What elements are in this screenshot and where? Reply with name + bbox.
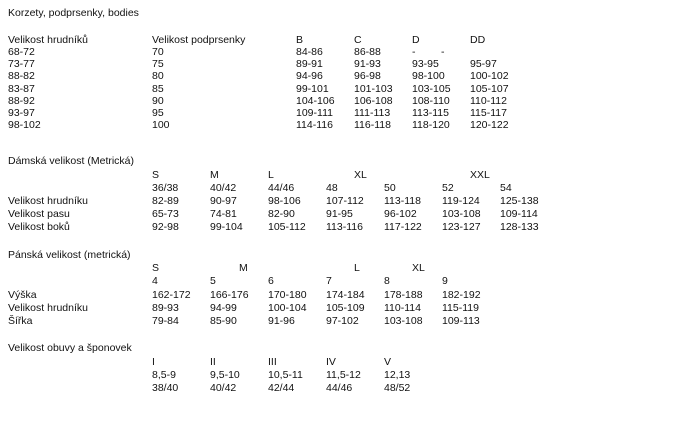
cup-b-header: B [296,34,304,46]
bra-table-cell: 116-118 [354,119,391,132]
bra-table-cell: 70 [152,46,164,58]
men-numeric-size: 9 [442,275,448,287]
men-table-cell: 166-176 [210,289,249,301]
bra-empty-cell-marker: - [441,46,445,58]
women-numeric-size: 40/42 [210,182,237,194]
men-numeric-size: 7 [326,275,332,287]
men-numeric-size: 6 [268,275,274,287]
cup-d-header: D [412,34,420,46]
men-table-cell: 182-192 [442,289,481,301]
bra-table-cell: 110-112 [470,94,507,107]
bra-table-cell: 108-110 [412,94,450,107]
cup-c-header: C [354,34,362,46]
document-title: Korzety, podprsenky, bodies [8,7,139,19]
men-letter-size: XL [412,262,425,274]
women-table-cell: 92-98 [152,221,179,233]
bra-table-cell: 85 [152,82,164,95]
women-row-label: Velikost boků [8,221,70,233]
bra-table-cell: 109-111 [296,107,333,119]
bra-table-cell: 111-113 [354,107,391,119]
women-table-cell: 128-133 [500,221,539,233]
women-numeric-size: 50 [384,182,396,194]
bra-table-cell: 84-86 [296,46,323,58]
men-table-cell: 100-104 [268,302,307,314]
men-row-label: Velikost hrudníku [8,302,88,314]
women-table-cell: 105-112 [268,221,306,233]
bra-size-header: Velikost podprsenky [152,34,246,46]
bra-table-cell: 98-100 [412,70,445,83]
shoe-roman-size: III [268,356,277,368]
women-table-cell: 90-97 [210,195,237,207]
men-numeric-size: 4 [152,275,158,287]
shoes-section-title: Velikost obuvy a šponovek [8,342,132,354]
bra-table-cell: 99-101 [296,82,329,95]
men-table-cell: 89-93 [152,302,179,314]
bra-table-cell: 88-82 [8,70,35,83]
men-table-cell: 91-96 [268,315,295,327]
women-letter-size: S [152,169,160,181]
men-table-cell: 94-99 [210,302,237,314]
men-table-cell: 174-184 [326,289,365,301]
men-letter-size: M [239,262,248,274]
shoe-size-cell: 9,5-10 [210,369,240,381]
women-table-cell: 125-138 [500,195,539,207]
women-letter-size: L [268,169,274,181]
men-numeric-size: 8 [384,275,390,287]
women-letter-size: M [210,169,219,181]
bra-table-cell: 101-103 [354,82,393,95]
men-table-cell: 178-188 [384,289,423,301]
shoe-roman-size: V [384,356,392,368]
women-letter-size: XXL [470,169,490,181]
men-table-cell: 97-102 [326,315,359,327]
bra-table-cell: 80 [152,70,164,83]
bra-table-cell: 68-72 [8,46,35,58]
cup-dd-header: DD [470,34,486,46]
bra-table-cell: 115-117 [470,107,507,119]
men-table-cell: 85-90 [210,315,237,327]
women-numeric-size: 54 [500,182,512,194]
bra-table-cell: 86-88 [354,46,381,58]
bra-empty-cell-marker: - [412,46,416,58]
women-numeric-size: 52 [442,182,454,194]
bra-table-cell: 103-105 [412,82,451,95]
women-table-cell: 65-73 [152,208,179,220]
men-table-cell: 162-172 [152,289,191,301]
bra-table-cell: 95-97 [470,58,497,71]
men-table-cell: 103-108 [384,315,423,327]
men-row-label: Šířka [8,315,33,327]
women-table-cell: 113-116 [326,221,363,233]
men-table-cell: 170-180 [268,289,307,301]
men-table-cell: 115-119 [442,302,479,314]
women-table-cell: 82-90 [268,208,295,220]
men-table-cell: 105-109 [326,302,365,314]
shoe-size-cell: 44/46 [326,382,353,394]
women-table-cell: 103-108 [442,208,481,220]
shoe-size-cell: 8,5-9 [152,369,176,381]
women-section-title: Dámská velikost (Metrická) [8,155,135,167]
bra-table-cell: 114-116 [296,119,333,132]
women-table-cell: 99-104 [210,221,243,233]
bra-table-cell: 90 [152,94,164,107]
bra-table-cell: 93-95 [412,58,439,71]
women-letter-size: XL [354,169,367,181]
women-table-cell: 107-112 [326,195,364,207]
bra-table-cell: 113-115 [412,107,449,119]
bra-table-cell: 106-108 [354,94,393,107]
shoe-size-cell: 48/52 [384,382,411,394]
men-letter-size: S [152,262,160,274]
women-numeric-size: 48 [326,182,338,194]
women-row-label: Velikost hrudníku [8,195,88,207]
women-table-cell: 74-81 [210,208,237,220]
women-table-cell: 117-122 [384,221,422,233]
bra-table-cell: 100 [152,119,170,132]
men-section-title: Pánská velikost (metrická) [8,249,131,261]
shoe-size-cell: 10,5-11 [268,369,303,381]
men-table-cell: 110-114 [384,302,421,314]
women-table-cell: 119-124 [442,195,480,207]
women-table-cell: 123-127 [442,221,481,233]
men-numeric-size: 5 [210,275,216,287]
bra-table-cell: 89-91 [296,58,323,71]
bra-table-cell: 120-122 [470,119,509,132]
bra-table-cell: 73-77 [8,58,35,71]
bra-table-cell: 83-87 [8,82,35,95]
women-numeric-size: 36/38 [152,182,179,194]
bra-table-cell: 91-93 [354,58,381,71]
men-letter-size: L [354,262,360,274]
women-table-cell: 96-102 [384,208,417,220]
men-row-label: Výška [8,289,37,301]
shoe-size-cell: 11,5-12 [326,369,361,381]
bra-table-cell: 93-97 [8,107,35,119]
chest-size-header: Velikost hrudníků [8,34,88,46]
bra-table-cell: 88-92 [8,94,35,107]
bra-table-cell: 94-96 [296,70,323,83]
shoe-size-cell: 42/44 [268,382,295,394]
bra-table-cell: 105-107 [470,82,509,95]
shoe-roman-size: I [152,356,155,368]
shoe-size-cell: 40/42 [210,382,237,394]
women-table-cell: 82-89 [152,195,179,207]
bra-table-cell: 98-102 [8,119,41,132]
women-row-label: Velikost pasu [8,208,70,220]
shoe-size-cell: 12,13 [384,369,411,381]
women-numeric-size: 44/46 [268,182,295,194]
bra-table-cell: 118-120 [412,119,450,132]
women-table-cell: 109-114 [500,208,538,220]
shoe-roman-size: II [210,356,216,368]
shoe-size-cell: 38/40 [152,382,179,394]
bra-table-cell: 100-102 [470,70,509,83]
bra-table-cell: 75 [152,58,164,71]
bra-table-cell: 95 [152,107,164,119]
men-table-cell: 109-113 [442,315,480,327]
bra-table-cell: 96-98 [354,70,381,83]
women-table-cell: 91-95 [326,208,353,220]
bra-table-cell: 104-106 [296,94,335,107]
men-table-cell: 79-84 [152,315,179,327]
women-table-cell: 98-106 [268,195,301,207]
women-table-cell: 113-118 [384,195,421,207]
shoe-roman-size: IV [326,356,336,368]
